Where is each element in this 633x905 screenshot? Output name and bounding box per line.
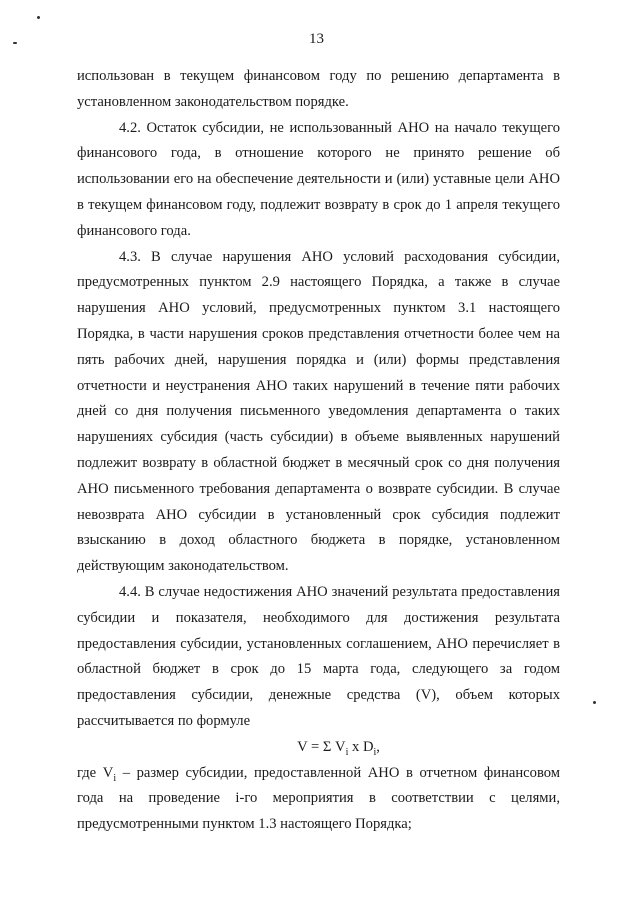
formula-tail: , (376, 738, 380, 755)
paragraph-4-4: 4.4. В случае недостижения АНО значений результата предоставления субсидии и показателя, необходимого для достижения результата предоставления субсидии, установленных соглашением, АНО перечисляет в областной бюджет в срок до 15 марта года, следующего за годом предоставления субсидии, денежные средства (V), объем которых рассчитывается по формуле (77, 583, 560, 729)
definition-continuation: года на проведение i-го мероприятия в соответствии с целями, предусмотренными пунктом 1.3 настоящего Порядка; (77, 790, 560, 833)
paragraph-continuation: использован в текущем финансовом году по решению департамента в установленном законодательством порядке. (77, 68, 560, 110)
formula (77, 735, 560, 761)
paragraph-4-3: 4.3. В случае нарушения АНО условий расходования субсидии, предусмотренных пунктом 2.9 настоящего Порядка, а также в случае нарушения АНО условий, предусмотренных пунктом 3.1 настоящего Порядка, в части нарушения сроков представления отчетности более чем на пять рабочих дней, нарушения порядка и (или) формы представления отчетности и неустранения АНО таких нарушений в течение пяти рабочих дней со дня получения письменного уведомления департамента о таких нарушениях субсидия (часть субсидии) в объеме выявленных нарушений подлежит возврату в областной бюджет в месячный срок со дня получения АНО письменного требования департамента о возврате субсидии. В случае невозврата АНО субсидии в установленный срок субсидия подлежит взысканию в доход областного бюджета в порядке, установленном действующим законодательством. (77, 248, 560, 575)
formula-subscript: i (345, 746, 349, 758)
definition-line (77, 761, 560, 787)
definition-subscript: i (113, 772, 117, 784)
definition-rest: – размер субсидии, предоставленной АНО в отчетном финансовом (116, 764, 560, 781)
formula-subscript: i (373, 746, 377, 758)
page-number: 13 (309, 31, 324, 47)
document-body (77, 64, 560, 838)
paragraph-4-2: 4.2. Остаток субсидии, не использованный АНО на начало текущего финансового года, в отношение которого не принято решение об использовании его на обеспечение деятельности и (или) уставные цели АНО в текущем финансовом году, подлежит возврату в срок до 1 апреля текущего финансового года. (77, 119, 560, 239)
definition-lead: где V (77, 764, 114, 781)
scan-speck (37, 16, 40, 19)
formula-mid: x D (348, 738, 374, 755)
scan-speck (593, 701, 596, 704)
formula-lhs: V = Σ V (297, 738, 346, 755)
